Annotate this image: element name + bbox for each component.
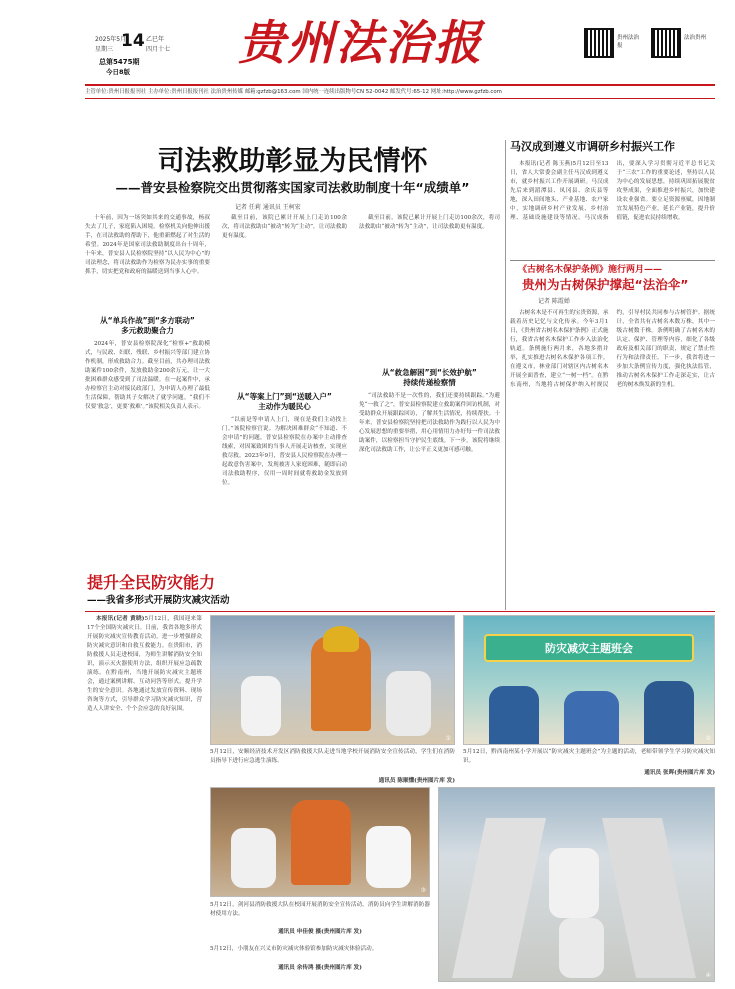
right-bottom-title: 贵州为古树保护撑起“法治伞” [522, 277, 689, 292]
caption-1: 5月12日，安顺经济技术开发区消防救援大队走进当地学校开展消防安全宣传活动，学生们在消防员指导下进行应急逃生演练。 [210, 749, 455, 764]
disaster-subtitle: ——我省多形式开展防灾减灾活动 [87, 595, 230, 606]
photo-experience-hall [438, 787, 715, 982]
subhead-3: 从“救急解困”到“长效护航” [382, 368, 477, 377]
masthead [0, 0, 735, 76]
student-figure [564, 691, 619, 745]
student-figure [559, 918, 604, 978]
article-col4: “司法救助不是一次性的，我们还要持续跟踪。”为避免“一救了之”，普安县检察院建立救助案件回访机制，对受助群众开展跟踪回访，了解其生活情况，持续帮扶。十年来，普安县检察院坚持把司法救助作为践行以人民为中心发展思想的重要举措，用心用情用力办好每一件司法救助案件，以检察担当守护民生底线。下一步，该院将继续深化司法救助工作，让公平正义更加可感可触。 [359, 393, 500, 453]
article-col2: “以前是等申请人上门，现在是我们主动找上门。”该院检察官说。为解决困难群众“不知道、不会申请”的问题，普安县检察院在办案中主动排查线索，对因案致困的当事人开展走访核查，实现应救尽救。2023年9月，普安县人民检察院在办理一起故意伤害案中，发现被害人家庭困难，随即启动司法救助程序，仅用一周时间就将救助金发放到位。 [222, 417, 347, 486]
disaster-rule [85, 611, 715, 612]
article-lead: 十年前，因为一场突如其来的交通事故，杨叔失去了儿子，家庭陷入困境。检察机关向他伸出援手，在司法救助的帮助下，他重新燃起了对生活的希望。2024年是国家司法救助制度出台十周年，十年来，普安县人民检察院坚持“以人民为中心”的司法理念，将司法救助作为检察为民办实事的重要抓手，切实把党和政府的温暖送到当事人心中。 [85, 215, 210, 275]
qr2-label: 法治贵州 [684, 35, 707, 41]
stair-rail [602, 818, 696, 978]
firefighter-figure [291, 800, 351, 885]
subhead-2: 从“等案上门”到“送暖入户” [237, 392, 332, 401]
right-top-title: 马汉成到遵义市调研乡村振兴工作 [510, 140, 675, 153]
firefighter-helmet [323, 626, 359, 652]
caption-4: 5月12日，小朋友在兴义市防灾减灾体验馆参加防灾减灾体验活动。 [210, 946, 378, 952]
student-figure [231, 828, 276, 888]
right-divider [510, 260, 715, 261]
article-col3: 截至目前，该院已累计开展上门走访100余次，将司法救助由“被动”转为“主动”，让司法救助更有温度。 [359, 215, 500, 230]
banner-text: 防灾减灾主题班会 [545, 642, 633, 655]
credit-2: 通讯员 张晖(贵州图片库 发) [644, 770, 715, 776]
issue-weekday: 星期三 [95, 46, 114, 53]
right-bottom-kicker: 《古树名木保护条例》施行两月—— [518, 265, 663, 275]
student-figure [241, 676, 281, 736]
photo-firefighter-kids [210, 787, 430, 897]
article-col1: 2024年，普安县检察院深化“检察+”救助模式，与民政、妇联、残联、乡村振兴等部门建立协作机制，形成救助合力。截至目前，共办理司法救助案件100余件，发放救助金200余万元，让一大批困难群众感受到了司法温暖。在一起案件中，承办检察官主动对接民政部门，为申请人办理了最低生活保障，帮助其子女解决了就学问题。“我们不仅要‘救急’，更要‘救难’。”该院相关负责人表示。 [85, 341, 210, 410]
masthead-rule [85, 84, 715, 86]
disaster-body: 本报讯(记者 黄晓)5月12日，我国迎来第17个全国防灾减灾日。日前，我省各地多形式开展防灾减灾宣传教育活动，进一步增强群众防灾减灾意识和自救互救能力。在贵阳市，消防救援人员走进校园，为师生讲解消防安全知识，演示灭火器使用方法，组织开展应急疏散演练。在黔南州，当地开展防灾减灾主题班会，通过案例讲解、互动问答等形式，提升学生的安全意识。各地通过发放宣传资料、现场咨询等方式，引导群众学习防灾减灾知识，营造人人讲安全、个个会应急的良好氛围。 [87, 616, 202, 712]
photo-index: ③ [420, 887, 426, 894]
qr-code-icon [651, 28, 681, 58]
credit-3: 通讯员 申佳俊 摄(贵州图片库 发) [278, 929, 362, 935]
photo-index: ④ [705, 972, 711, 979]
total-issue: 总第5475期 [99, 58, 140, 66]
issue-date: 2025年5月 [95, 36, 127, 43]
lunar-day: 四月十七 [146, 46, 171, 53]
right-bottom-byline: 记者 陈霞婵 [538, 298, 570, 305]
paper-logo: 贵州法治报 [238, 16, 483, 71]
student-figure [366, 826, 411, 888]
photo-fire-drill [210, 615, 455, 745]
credit-4: 通讯员 余传鸿 摄(贵州图片库 发) [278, 965, 362, 971]
article-byline: 记者 任莉 通讯员 王柯宏 [235, 204, 301, 211]
subhead-1: 从“单兵作战”到“多方联动” [100, 316, 195, 325]
photo-classroom [463, 615, 715, 745]
article-col2a: 截至目前，该院已累计开展上门走访100余次，将司法救助由“被动”转为“主动”，让司法救助更有温度。 [222, 215, 347, 239]
subhead-2b: 主动作为暖民心 [258, 402, 311, 411]
right-top-body: 本报讯(记者 陈玉燕)5月12日至13日，省人大常委会副主任马汉成到遵义市，就乡村振兴工作开展调研。马汉成先后来到湄潭县、凤冈县、余庆县等地，深入田间地头、产业基地、农户家中，实地调研乡村产业发展、乡村治理、基础设施建设等情况。马汉成指出，要深入学习贯彻习近平总书记关于“三农”工作的重要论述，坚持以人民为中心的发展思想，持续巩固拓展脱贫攻坚成果，全面推进乡村振兴，加快建设农业强省。要立足资源禀赋，因地制宜发展特色产业，延长产业链，提升价值链，促进农民持续增收。 [510, 161, 715, 221]
student-figure [644, 681, 694, 745]
photo-index: ② [705, 735, 711, 742]
issue-number: 14 [121, 31, 145, 51]
column-divider [505, 140, 506, 610]
subhead-1b: 多元救助聚合力 [121, 326, 174, 335]
right-bottom-body: 古树名木是不可再生的宝贵资源，承载着历史记忆与文化传承。今年3月1日，《贵州省古树名木保护条例》正式施行，我省古树名木保护工作步入法治化轨道。条例施行两月来，各地多措并举，扎实推进古树名木保护各项工作。在遵义市，林业部门对辖区内古树名木开展全面普查，建立“一树一档”。在黔东南州，当地将古树保护纳入村规民约，引导村民共同参与古树管护。据统计，全省共有古树名木数万株，其中一级古树数千株。条例明确了古树名木的认定、保护、管理等内容，细化了各级政府及相关部门的职责，规定了禁止性行为和法律责任。下一步，我省将进一步加大条例宣传力度，强化执法监管，推动古树名木保护工作走深走实，让古老的树木焕发新的生机。 [510, 310, 715, 388]
qr-code-icon [584, 28, 614, 58]
disaster-title: 提升全民防灾能力 [87, 573, 216, 592]
credit-1: 通讯员 陈顺懂(贵州图片库 发) [378, 778, 455, 784]
photo-index: ① [445, 735, 451, 742]
qr1-label: 贵州法治报 [617, 35, 640, 49]
article-subtitle: ——普安县检察院交出贯彻落实国家司法救助制度十年“成绩单” [115, 180, 470, 195]
article-title: 司法救助彰显为民情怀 [157, 146, 428, 177]
student-figure [386, 671, 431, 736]
lunar-year: 乙巳年 [146, 36, 165, 43]
page-count: 今日8版 [106, 68, 131, 76]
subhead-3b: 持续传递检察情 [403, 378, 456, 387]
student-figure [489, 686, 539, 745]
student-figure [549, 848, 599, 918]
caption-2: 5月12日，黔西南州某小学开展以“防灾减灾主题班会”为主题的活动，老师带领学生学习防灾减灾知识。 [463, 749, 715, 764]
caption-3: 5月12日，剑河县消防救援大队在校园开展消防安全宣传活动，消防员向学生讲解消防器材使用方法。 [210, 902, 430, 917]
main-article [85, 100, 500, 486]
info-rule [85, 98, 715, 99]
stair-rail [452, 818, 546, 978]
info-bar: 主管单位:贵州日报报刊社 主办单位:贵州日报报刊社 法治贵州传媒 邮箱:gzfzb@163.com 国内统一连续出版物号CN 52-0042 邮发代号:65-12 网址:http://www.gzfzb.com [85, 89, 502, 95]
disaster-section [85, 545, 715, 989]
